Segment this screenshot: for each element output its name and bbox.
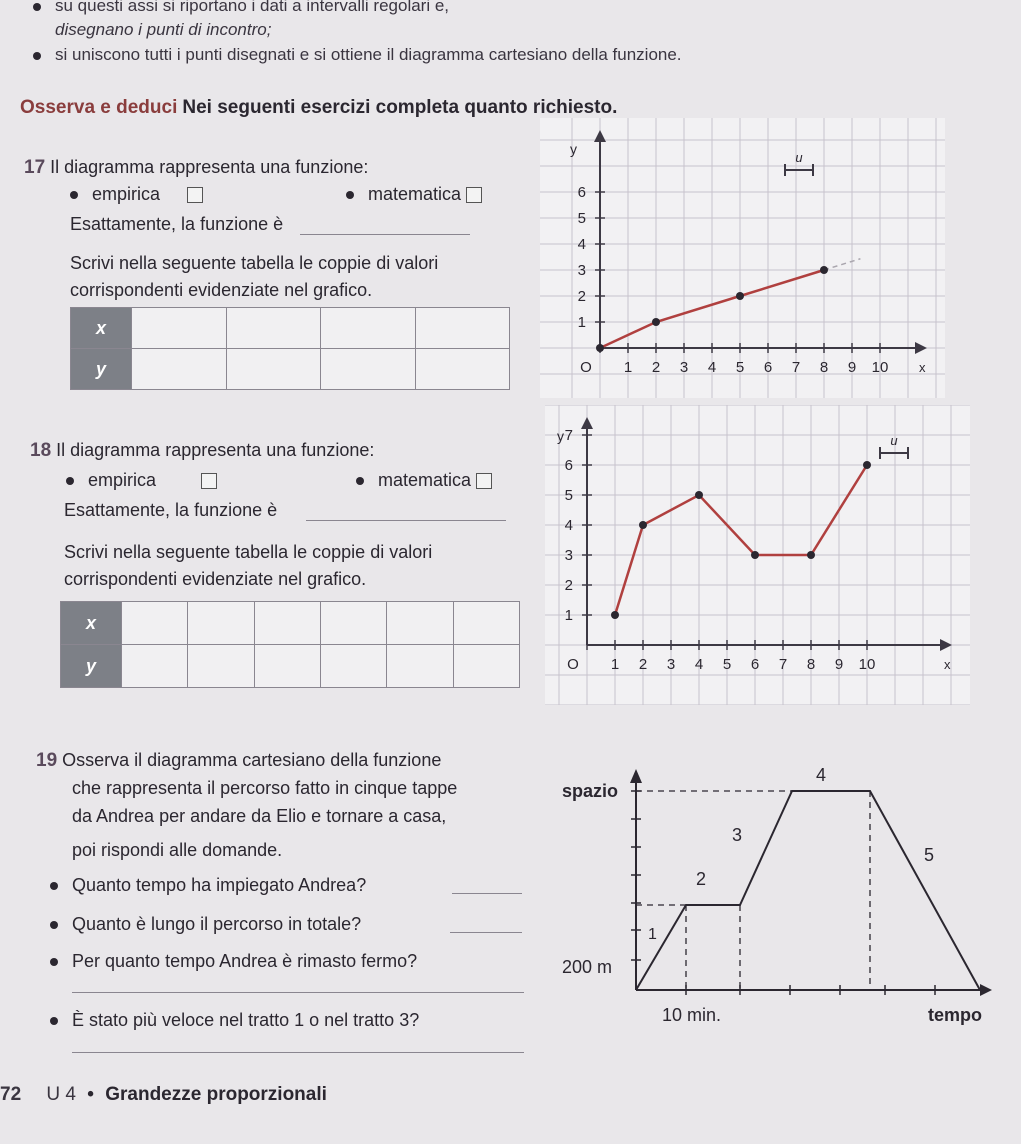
x-axis-label: tempo <box>928 1005 982 1025</box>
x-tick-label: O <box>580 359 592 376</box>
ex17-prompt <box>24 157 368 179</box>
segment-label: 4 <box>816 765 827 785</box>
data-point <box>596 344 604 352</box>
ex17-cell[interactable] <box>226 308 321 349</box>
x-tick-label: 5 <box>735 359 745 376</box>
ex19-text-1 <box>36 750 441 772</box>
ex19-text-4: poi rispondi alle domande. <box>72 840 283 860</box>
footer <box>0 1084 327 1106</box>
data-point <box>652 318 660 326</box>
ex17-prompt-text: Il diagramma rappresenta una funzione: <box>50 157 369 177</box>
ex18-prompt-text: Il diagramma rappresenta una funzione: <box>56 440 375 460</box>
data-point <box>820 266 828 274</box>
y-tick-label: 2 <box>564 577 573 594</box>
ex18-table-row-x <box>61 602 520 645</box>
ex18-cell[interactable] <box>254 602 320 645</box>
y-tick-label: 3 <box>564 547 573 564</box>
ex19-text-3: da Andrea per andare da Elio e tornare a casa, <box>72 806 447 826</box>
ex18-exact-answer-line[interactable] <box>306 520 506 521</box>
x-axis-arrow <box>980 984 992 996</box>
y-axis-arrow <box>630 769 642 783</box>
ex18-table-prompt-1: Scrivi nella seguente tabella le coppie di valori <box>64 542 433 562</box>
x-tick-label: 7 <box>791 359 801 376</box>
ex17-row-y-label: y <box>71 349 132 390</box>
ex17-number: 17 <box>24 157 46 178</box>
page-number: 72 <box>0 1084 22 1105</box>
ex17-option-empirica-label: empirica <box>92 184 161 204</box>
y-tick-label: 6 <box>564 457 573 474</box>
segment-label: 1 <box>648 926 657 943</box>
ex19-answer-3[interactable] <box>72 992 524 993</box>
x-tick-label: 3 <box>666 656 676 673</box>
segment-label: 5 <box>924 845 935 865</box>
x-tick-label: 3 <box>679 359 689 376</box>
y-tick-label: 3 <box>577 262 586 279</box>
ex18-option-empirica-label: empirica <box>88 470 157 490</box>
segment-label: 2 <box>696 869 707 889</box>
ex19-question-2: Quanto è lungo il percorso in totale? <box>72 914 362 934</box>
unit-label: U 4 <box>46 1084 76 1105</box>
ex18-exact: Esattamente, la funzione è <box>64 500 278 520</box>
x-tick-label: 4 <box>694 656 704 673</box>
ex18-cell[interactable] <box>387 602 453 645</box>
x-tick-label: O <box>567 656 579 673</box>
ex19-question-3: Per quanto tempo Andrea è rimasto fermo? <box>72 951 418 971</box>
x-tick-label: 10 <box>858 656 876 673</box>
ex18-option-matematica[interactable] <box>378 470 492 491</box>
y-tick-label: 1 <box>577 314 586 331</box>
ex18-prompt <box>30 440 374 462</box>
x-tick-label: 8 <box>819 359 829 376</box>
ex17-checkbox-matematica[interactable] <box>466 187 482 203</box>
chart-ex18 <box>545 405 970 705</box>
data-point <box>863 461 871 469</box>
ex18-number: 18 <box>30 440 52 461</box>
ex19-answer-1[interactable] <box>452 893 522 894</box>
intro-line-2: disegnano i punti di incontro; <box>55 20 272 39</box>
footer-separator: • <box>87 1084 94 1105</box>
data-point <box>695 491 703 499</box>
y-tick-label: 5 <box>577 210 586 227</box>
ex18-cell[interactable] <box>453 645 519 688</box>
ex19-text-1-content: Osserva il diagramma cartesiano della funzione <box>62 750 442 770</box>
ex19-question-1: Quanto tempo ha impiegato Andrea? <box>72 875 367 895</box>
x-tick-label: 10 <box>871 359 889 376</box>
ex17-cell[interactable] <box>415 349 510 390</box>
ex17-cell[interactable] <box>132 349 227 390</box>
y-axis-label: y <box>557 428 564 444</box>
y-tick-label: 1 <box>564 607 573 624</box>
ex18-table-prompt-2: corrispondenti evidenziate nel grafico. <box>64 569 367 589</box>
ex18-row-y-label: y <box>61 645 122 688</box>
x-tick-label: 6 <box>750 656 760 673</box>
x-axis-label: x <box>919 360 926 375</box>
ex18-option-empirica[interactable] <box>88 470 217 491</box>
footer-title: Grandezze proporzionali <box>105 1084 327 1105</box>
ex19-question-4: È stato più veloce nel tratto 1 o nel tratto 3? <box>72 1010 420 1030</box>
ex18-cell[interactable] <box>453 602 519 645</box>
ex18-cell[interactable] <box>387 645 453 688</box>
ex17-table-prompt-1: Scrivi nella seguente tabella le coppie di valori <box>70 253 439 273</box>
ex18-row-x-label: x <box>61 602 122 645</box>
y-tick-label: 4 <box>564 517 573 534</box>
chart-ex17 <box>540 118 945 398</box>
x-tick-label: 9 <box>847 359 857 376</box>
x-axis-label: x <box>944 657 951 672</box>
y-tick-label: 4 <box>577 236 586 253</box>
ex17-exact: Esattamente, la funzione è <box>70 214 284 234</box>
ex17-table-prompt-2: corrispondenti evidenziate nel grafico. <box>70 280 373 300</box>
ex18-cell[interactable] <box>122 645 188 688</box>
ex17-table-row-x <box>71 308 510 349</box>
ex17-cell[interactable] <box>132 308 227 349</box>
unit-label: u <box>795 150 803 165</box>
segment-label: 3 <box>732 825 743 845</box>
ex19-answer-4[interactable] <box>72 1052 524 1053</box>
x-tick-label: 4 <box>707 359 717 376</box>
x-tick-label: 2 <box>638 656 648 673</box>
data-point <box>736 292 744 300</box>
intro-line-3: si uniscono tutti i punti disegnati e si ottiene il diagramma cartesiano della funzione. <box>55 45 682 64</box>
ex18-checkbox-empirica[interactable] <box>201 473 217 489</box>
ex17-cell[interactable] <box>321 349 416 390</box>
data-point <box>639 521 647 529</box>
x-tick-label: 6 <box>763 359 773 376</box>
ex17-option-empirica[interactable] <box>92 184 203 205</box>
x-tick-label: 2 <box>651 359 661 376</box>
data-point <box>611 611 619 619</box>
ex17-cell[interactable] <box>226 349 321 390</box>
y-tick-label: 6 <box>577 184 586 201</box>
ex19-number: 19 <box>36 750 58 771</box>
ex17-checkbox-empirica[interactable] <box>187 187 203 203</box>
ex18-cell[interactable] <box>188 602 254 645</box>
ex18-cell[interactable] <box>188 645 254 688</box>
section-header <box>20 97 617 119</box>
ex19-answer-2[interactable] <box>450 932 522 933</box>
ex17-exact-answer-line[interactable] <box>300 234 470 235</box>
x-tick-label: 7 <box>778 656 788 673</box>
section-header-label: Osserva e deduci <box>20 97 178 118</box>
data-point <box>751 551 759 559</box>
ex17-cell[interactable] <box>415 308 510 349</box>
ex18-cell[interactable] <box>254 645 320 688</box>
unit-label: u <box>890 433 898 448</box>
y-tick-label: 2 <box>577 288 586 305</box>
intro-line-1: su questi assi si riportano i dati a intervalli regolari e, <box>55 0 449 16</box>
ex18-cell[interactable] <box>122 602 188 645</box>
x-unit-label: 10 min. <box>662 1005 722 1025</box>
ex17-row-x-label: x <box>71 308 132 349</box>
x-tick-label: 1 <box>610 656 620 673</box>
x-tick-label: 5 <box>722 656 732 673</box>
ex17-option-matematica[interactable] <box>368 184 482 205</box>
path-line <box>636 791 980 990</box>
x-tick-label: 9 <box>834 656 844 673</box>
ex18-option-matematica-label: matematica <box>378 470 472 490</box>
y-axis-label: spazio <box>562 781 619 801</box>
ex17-cell[interactable] <box>321 308 416 349</box>
data-point <box>807 551 815 559</box>
ex18-checkbox-matematica[interactable] <box>476 473 492 489</box>
y-axis-label: y <box>570 141 577 157</box>
ex18-table <box>60 601 520 688</box>
ex19-text-2: che rappresenta il percorso fatto in cinque tappe <box>72 778 458 798</box>
ex17-table <box>70 307 510 390</box>
y-tick-label: 5 <box>564 487 573 504</box>
ex18-cell[interactable] <box>320 645 386 688</box>
x-tick-label: 1 <box>623 359 633 376</box>
ex17-option-matematica-label: matematica <box>368 184 462 204</box>
ex17-table-row-y <box>71 349 510 390</box>
ex18-table-row-y <box>61 645 520 688</box>
section-header-text: Nei seguenti esercizi completa quanto richiesto. <box>182 97 618 118</box>
y-tick-label: 7 <box>564 427 573 444</box>
chart-ex19 <box>540 735 1000 1035</box>
y-unit-label: 200 m <box>562 957 613 977</box>
ex18-cell[interactable] <box>320 602 386 645</box>
x-tick-label: 8 <box>806 656 816 673</box>
